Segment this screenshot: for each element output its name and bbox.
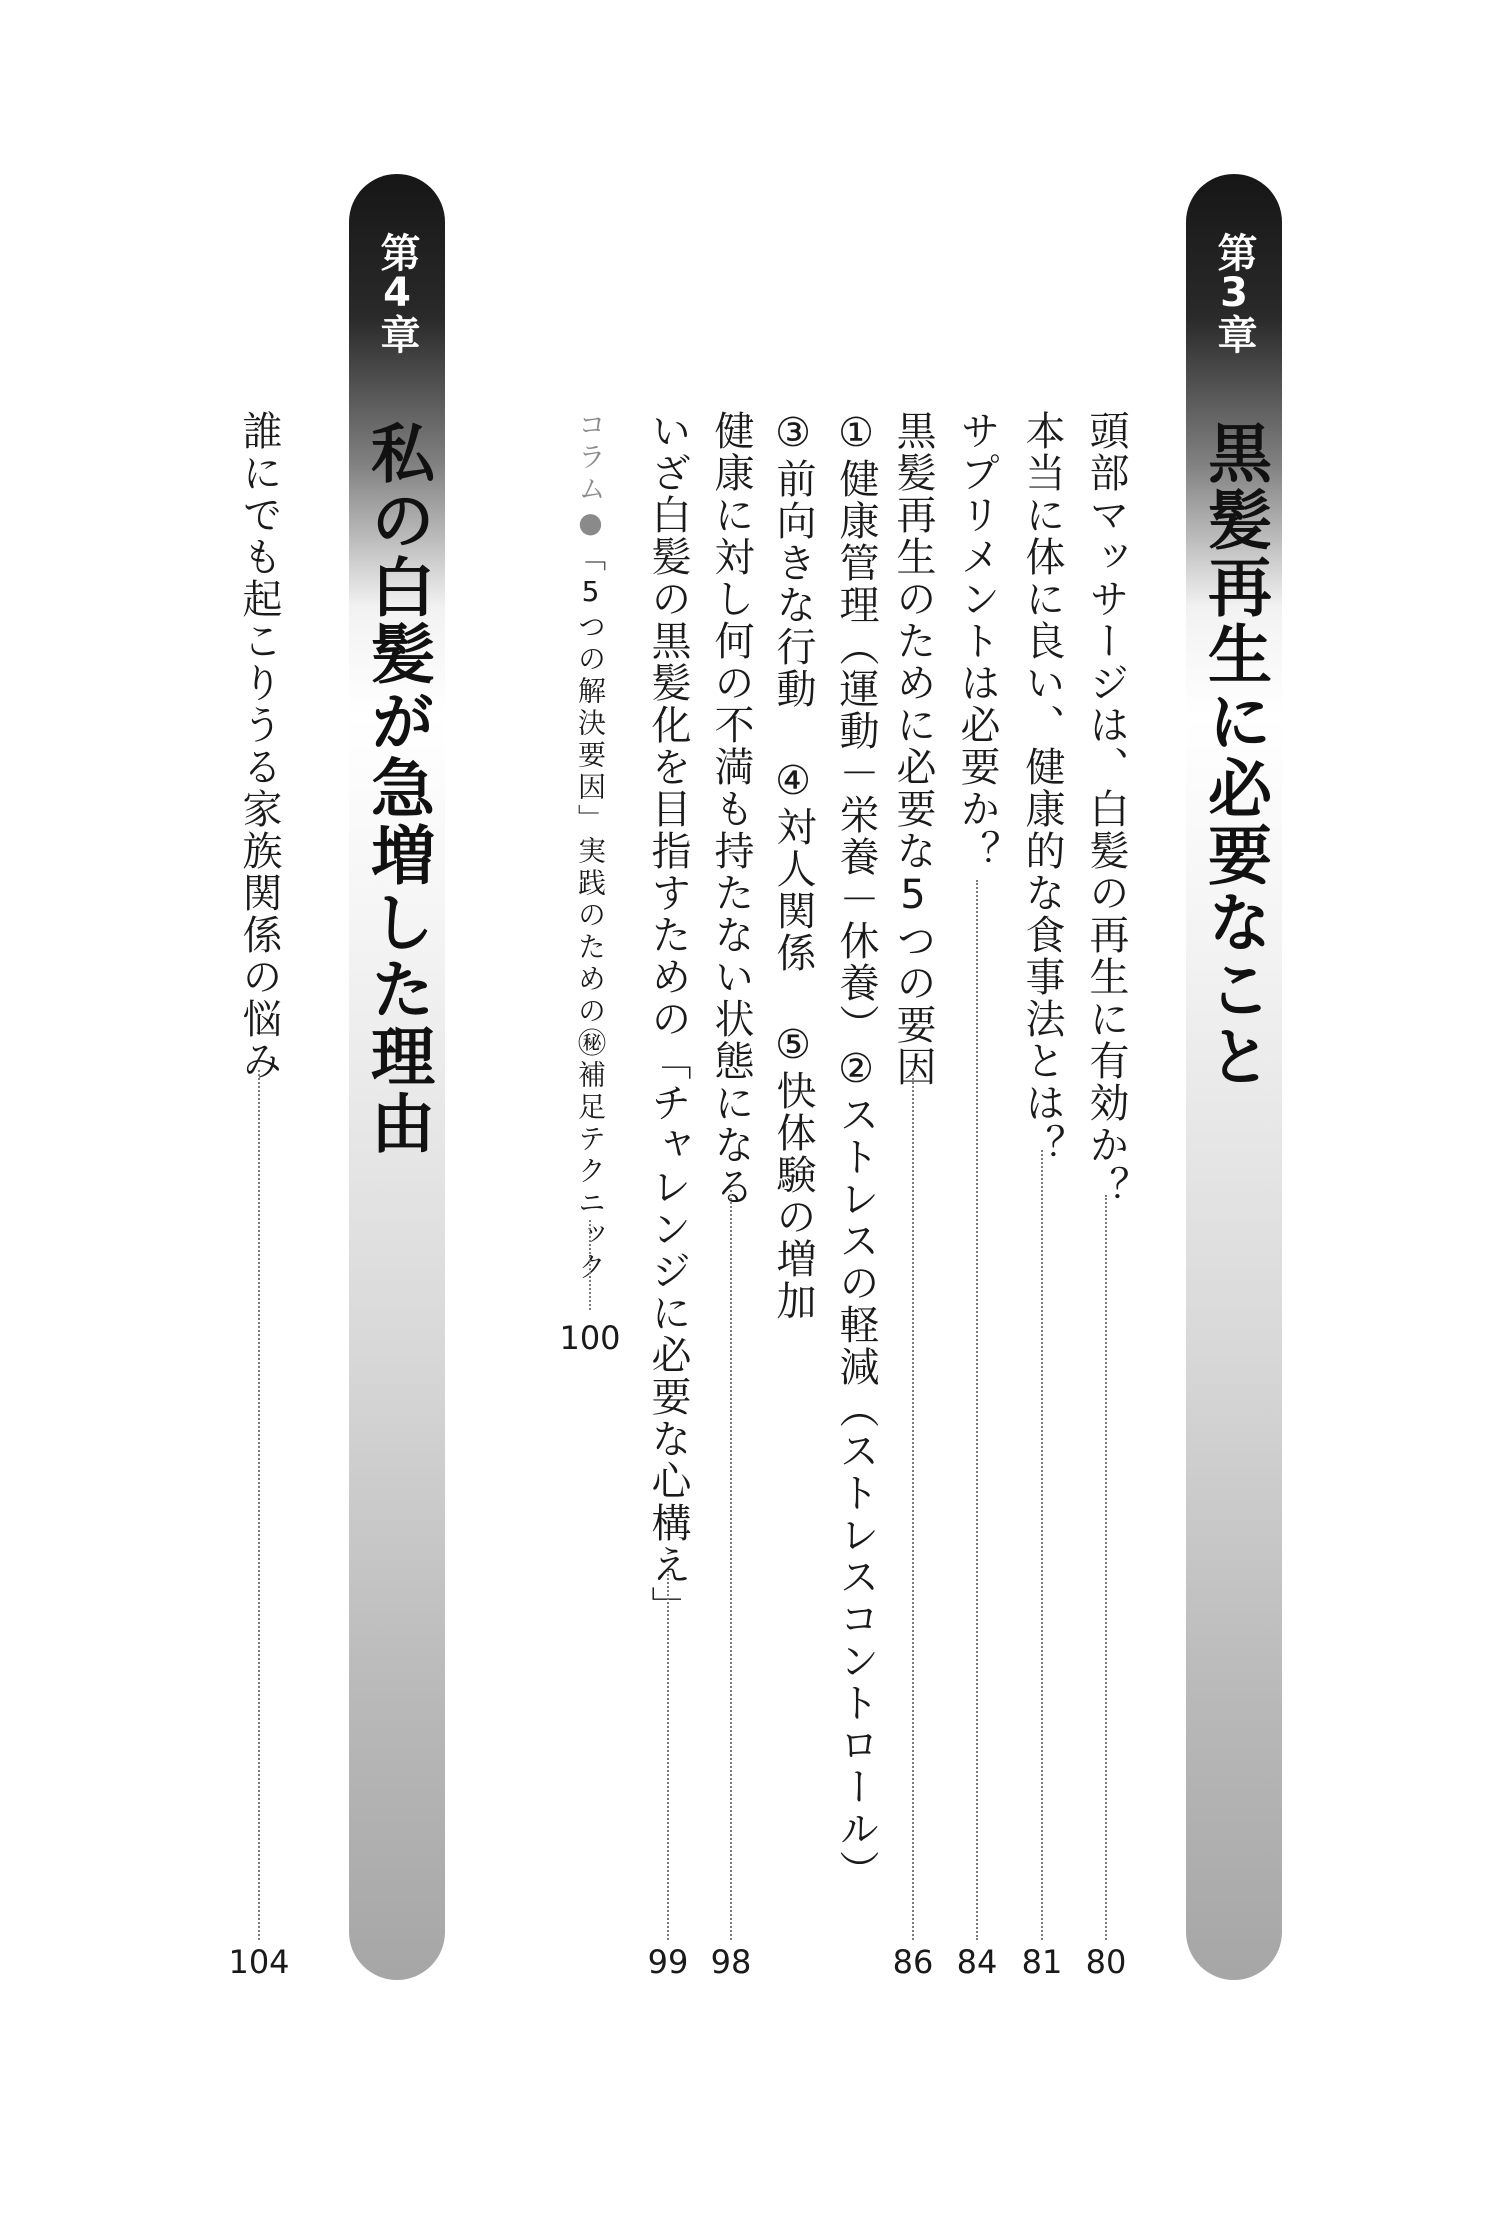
toc-entry[interactable] [706,410,756,1981]
toc-entry[interactable] [228,410,290,1981]
dot-leader [667,1570,669,1940]
dot-leader [976,880,978,1940]
toc-entry[interactable] [1017,410,1067,1981]
toc-subentry[interactable] [831,410,881,1940]
toc-entry-title: 誰にでも起こりうる家族関係の悩み [236,410,282,1082]
chapter-3-title: 黒髪再生に必要なこと [1197,420,1271,1090]
toc-entry-title: サプリメントは必要か？ [954,410,1000,872]
toc-entry[interactable] [952,410,1002,1981]
toc-page-number: 86 [892,1943,934,1981]
toc-entry-title: 本当に体に良い、健康的な食事法とは？ [1019,410,1065,1166]
toc-page-number: 98 [710,1943,752,1981]
toc-page-number: 84 [956,1943,998,1981]
dot-leader [589,1220,591,1310]
toc-entry-title: いざ白髪の黒髪化を目指すための「チャレンジに必要な心構え」 [645,410,691,1628]
dot-leader [912,1070,914,1940]
dot-leader [730,1190,732,1940]
toc-page-number: 100 [559,1319,621,1357]
toc-subentry-text: ①健康管理（運動－栄養－休養）②ストレスの軽減（ストレスコントロール） [833,410,879,1892]
chapter-4-title: 私の白髪が急増した理由 [360,420,434,1157]
chapter-3-heading [1186,174,1282,1980]
toc-page-number: 104 [228,1943,290,1981]
toc-page-number: 81 [1021,1943,1063,1981]
column-label: コラム [574,410,607,506]
toc-page-number: 99 [647,1943,689,1981]
toc-entry-title: 黒髪再生のために必要な5つの要因 [890,410,936,1088]
toc-column-entry[interactable] [559,410,621,1940]
bullet-icon: ● [574,506,607,543]
toc-subentry[interactable] [768,410,818,1940]
toc-page-number: 80 [1085,1943,1127,1981]
toc-entry[interactable] [643,410,693,1981]
chapter-3-number: 第3章 [1211,232,1257,352]
toc-subentry-text: ③前向きな行動 ④対人関係 ⑤快体験の増加 [770,410,816,1322]
dot-leader [1105,1195,1107,1940]
column-title: 「5つの解決要因」実践のための㊙補足テクニック [574,543,607,1284]
toc-entry-title: 健康に対し何の不満も持たない状態になる [708,410,754,1208]
column-line [565,410,615,1284]
chapter-4-heading [349,174,445,1980]
toc-entry[interactable] [888,410,938,1981]
toc-entry[interactable] [1081,410,1131,1981]
dot-leader [258,1070,260,1940]
chapter-4-number: 第4章 [374,232,420,352]
dot-leader [1041,1150,1043,1940]
toc-entry-title: 頭部マッサージは、白髪の再生に有効か？ [1083,410,1129,1208]
